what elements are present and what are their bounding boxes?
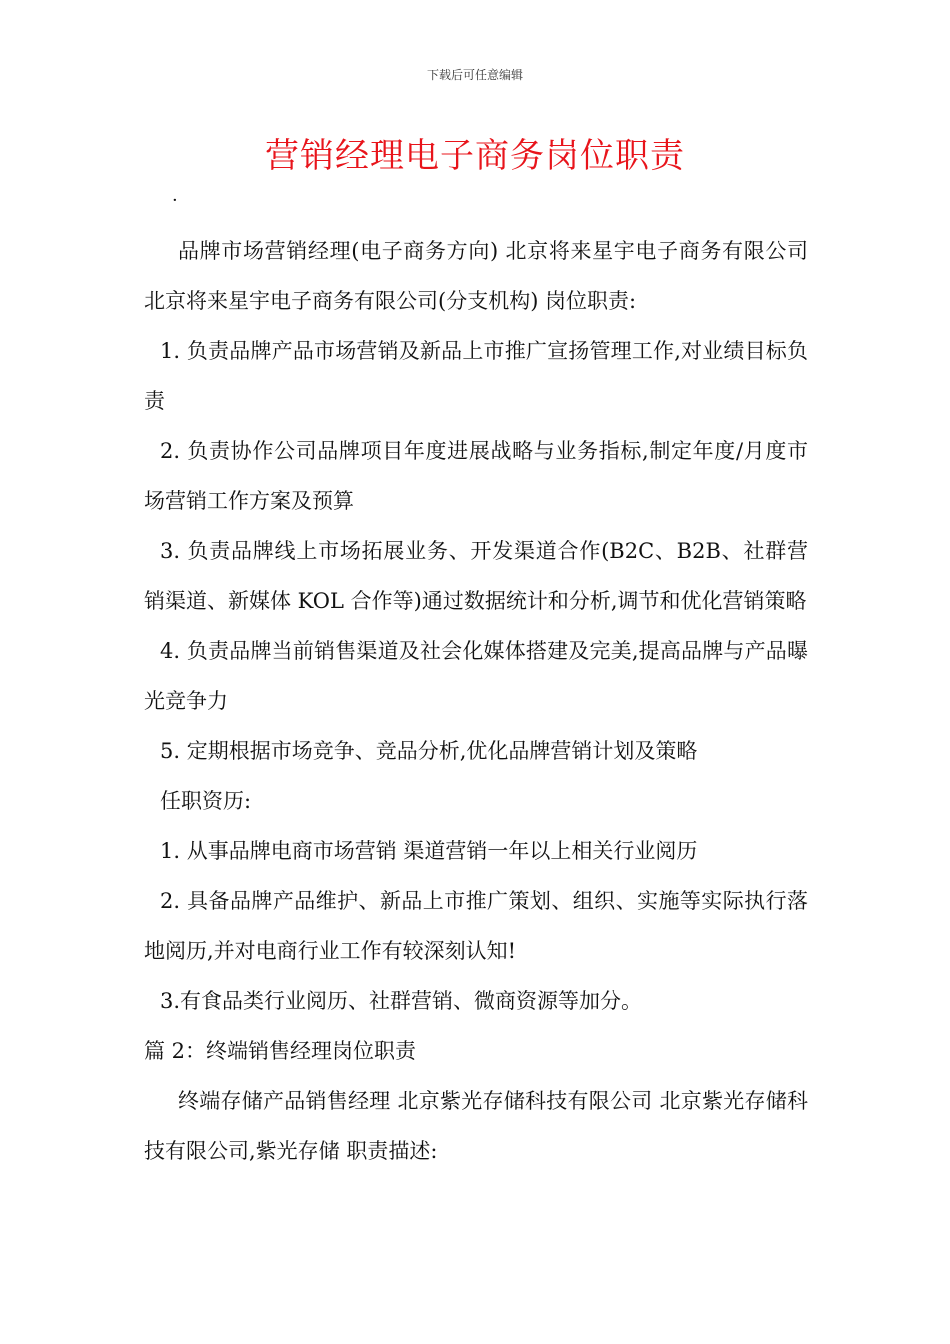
paragraph-section-2-heading: 篇 2：终端销售经理岗位职责 xyxy=(144,1039,417,1063)
paragraph-duty-4: 4. 负责品牌当前销售渠道及社会化媒体搭建及完美,提高品牌与产品曝光竞争力 xyxy=(144,639,808,713)
document-body xyxy=(144,226,808,1176)
paragraph-qualification-2: 2. 具备品牌产品维护、新品上市推广策划、组织、实施等实际执行落地阅历,并对电商行业工作有较深刻认知! xyxy=(144,889,808,963)
paragraph-qualification-3: 3.有食品类行业阅历、社群营销、微商资源等加分。 xyxy=(160,989,643,1013)
header-note: 下载后可任意编辑 xyxy=(426,68,523,82)
paragraph-duty-3: 3. 负责品牌线上市场拓展业务、开发渠道合作(B2C、B2B、社群营销渠道、新媒体 KOL 合作等)通过数据统计和分析,调节和优化营销策略 xyxy=(144,539,808,613)
paragraph-intro: 品牌市场营销经理(电子商务方向) 北京将来星宇电子商务有限公司 北京将来星宇电子商务有限公司(分支机构) 岗位职责: xyxy=(144,239,808,313)
paragraph-duty-2: 2. 负责协作公司品牌项目年度进展战略与业务指标,制定年度/月度市场营销工作方案及预算 xyxy=(144,439,808,513)
paragraph-qualifications-heading: 任职资历: xyxy=(160,789,252,813)
paragraph-duty-1: 1. 负责品牌产品市场营销及新品上市推广宣扬管理工作,对业绩目标负责 xyxy=(144,339,808,413)
paragraph-section-2-intro: 终端存储产品销售经理 北京紫光存储科技有限公司 北京紫光存储科技有限公司,紫光存储 职责描述: xyxy=(144,1089,808,1163)
bullet-dot: · xyxy=(172,190,178,211)
document-title: 营销经理电子商务岗位职责 xyxy=(265,136,685,176)
paragraph-duty-5: 5. 定期根据市场竞争、竞品分析,优化品牌营销计划及策略 xyxy=(160,739,698,763)
paragraph-qualification-1: 1. 从事品牌电商市场营销 渠道营销一年以上相关行业阅历 xyxy=(160,839,698,863)
